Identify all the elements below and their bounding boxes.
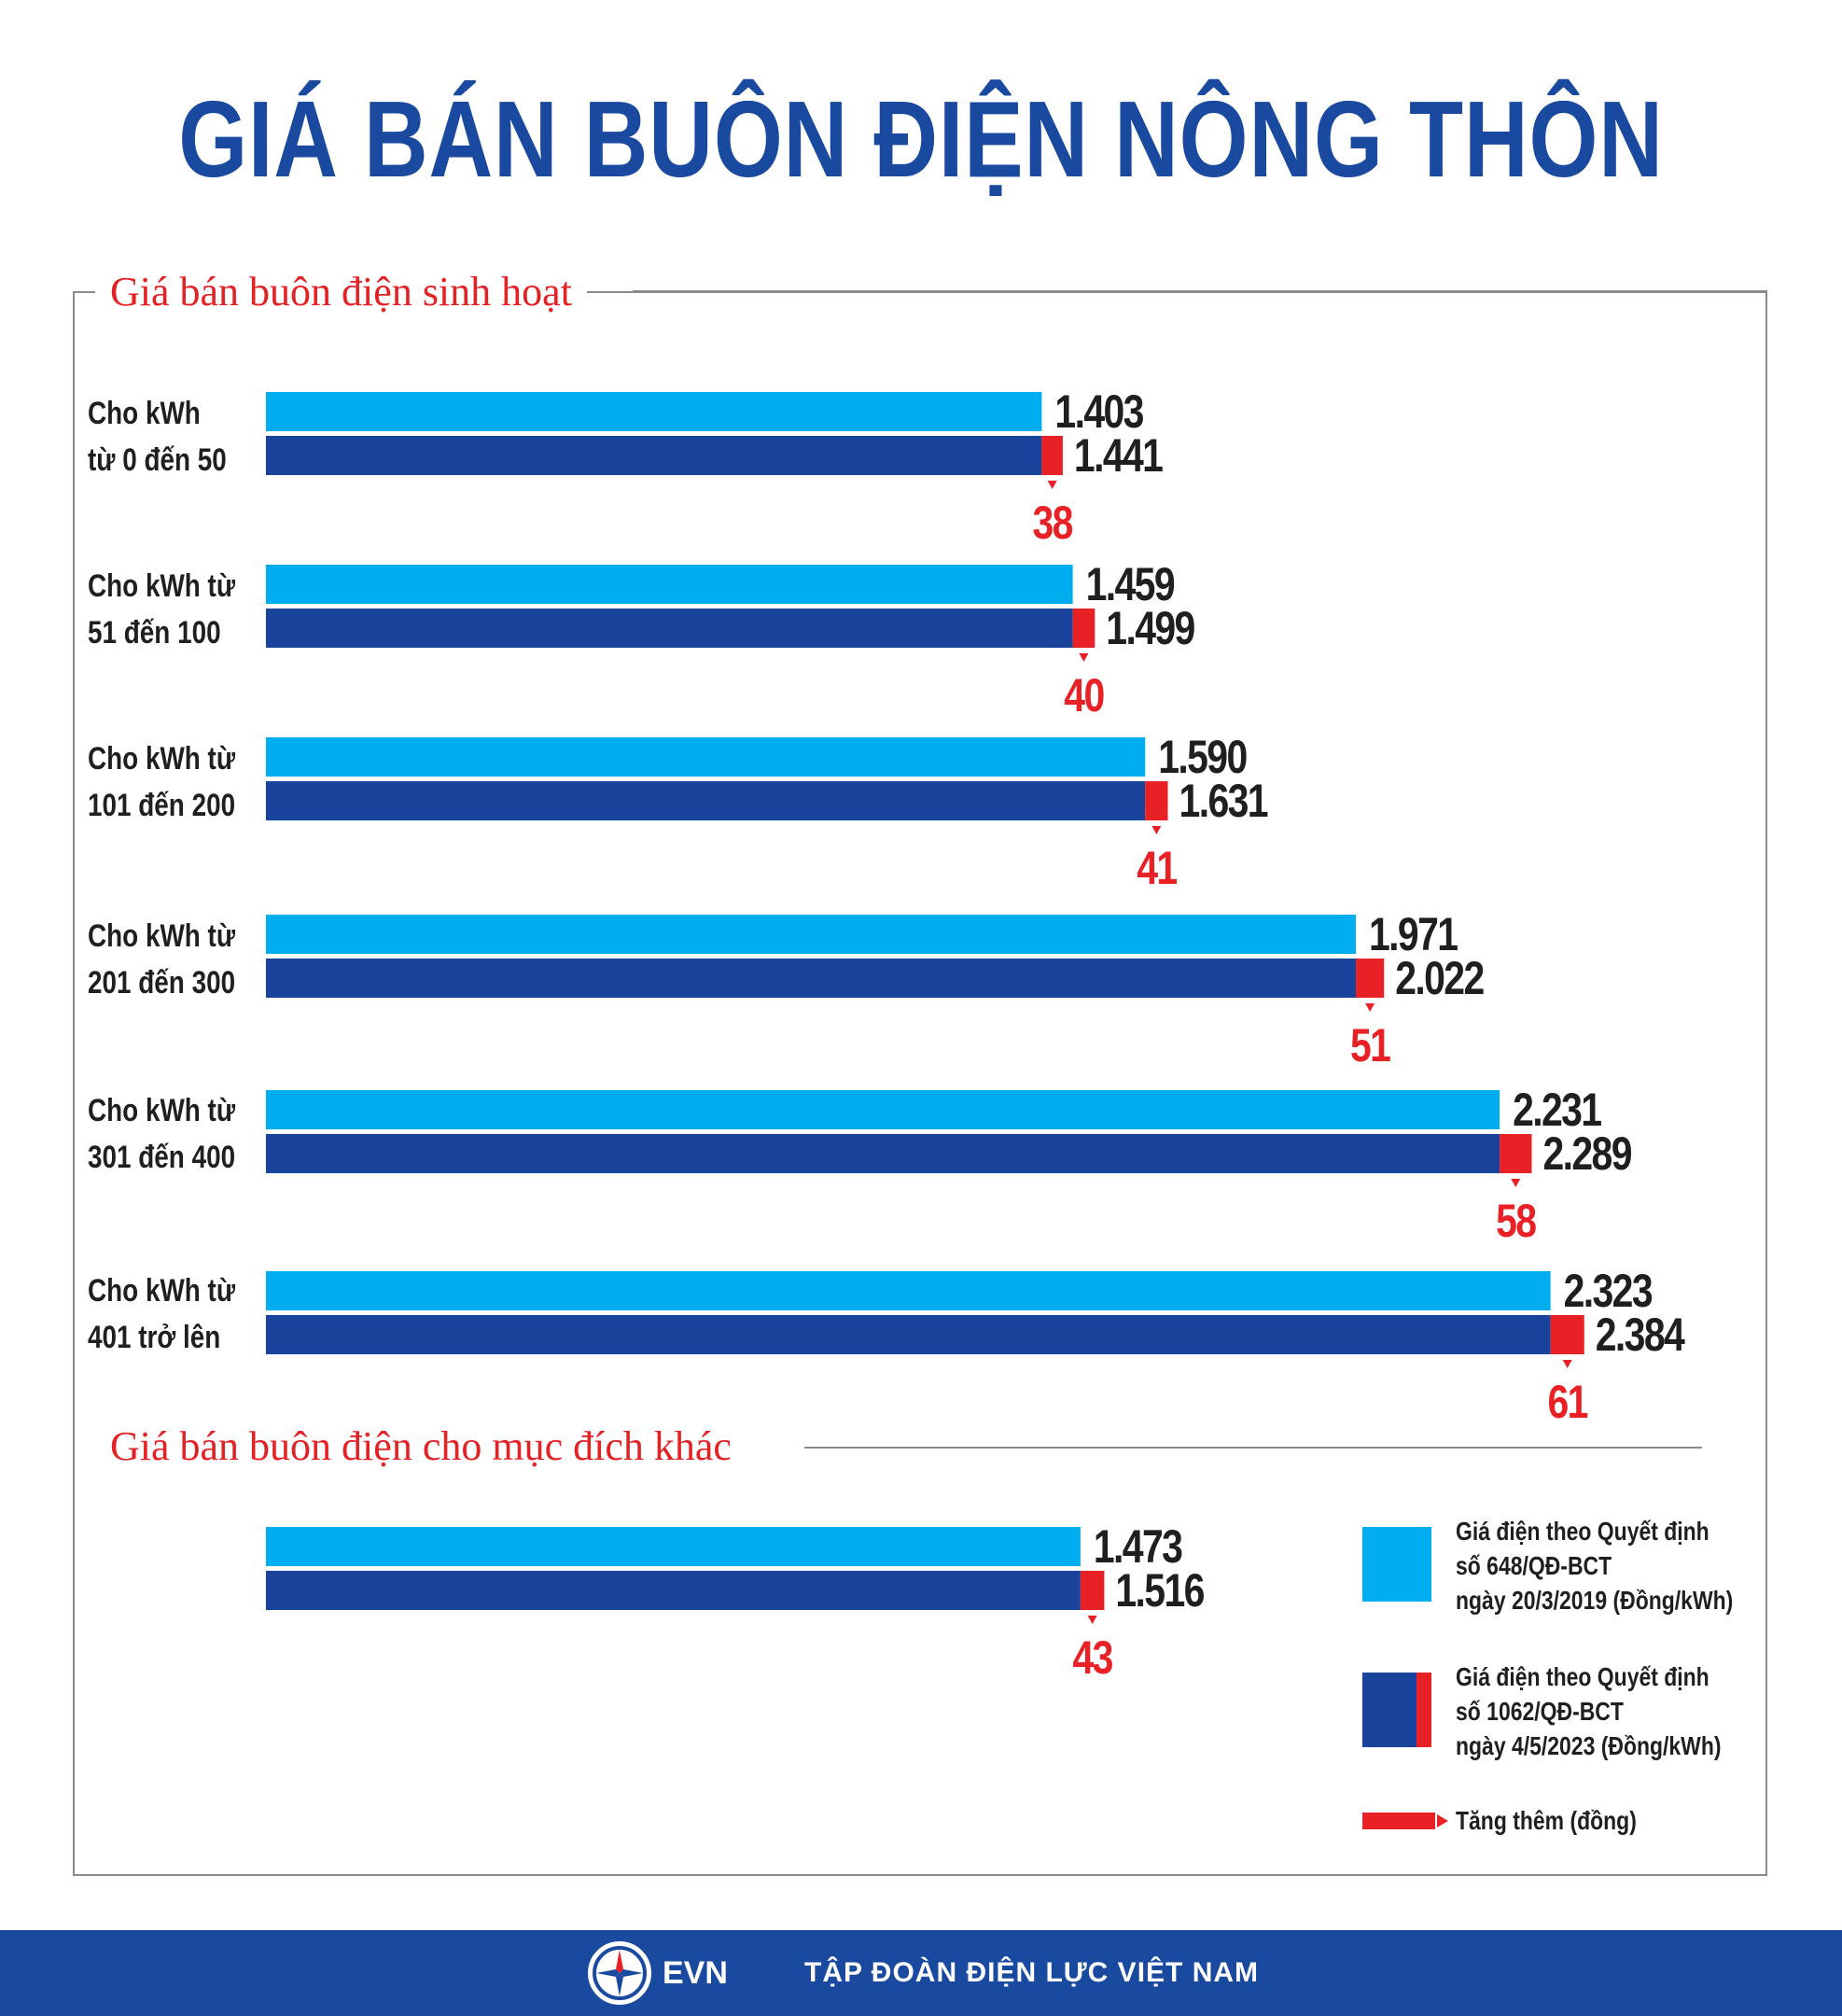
value-label-new: 1.631 — [1179, 775, 1267, 827]
value-label-old: 1.459 — [1085, 558, 1174, 610]
legend-increase-label: Tăng thêm (đồng) — [1456, 1806, 1637, 1835]
footer-bar — [0, 1930, 1842, 2016]
legend-swatch-increase — [1362, 1813, 1435, 1829]
bar-old — [266, 737, 1145, 777]
legend-swatch-new-increase — [1416, 1673, 1431, 1747]
legend-old-label: Giá điện theo Quyết định số 648/QĐ-BCT ngày 20/3/2019 (Đồng/kWh) — [1456, 1517, 1734, 1615]
value-label-new: 2.289 — [1542, 1127, 1631, 1180]
increase-arrow — [1563, 1360, 1572, 1368]
value-label-old: 1.971 — [1369, 908, 1458, 960]
legend-swatch-new — [1362, 1673, 1416, 1747]
bar-old — [266, 1090, 1500, 1129]
value-label-increase: 40 — [1064, 669, 1104, 721]
value-label-old: 1.403 — [1054, 385, 1143, 438]
bar-new — [266, 1134, 1500, 1173]
value-label-old: 2.231 — [1513, 1084, 1601, 1136]
value-label-new: 1.499 — [1106, 602, 1194, 654]
value-label-new: 1.516 — [1115, 1564, 1204, 1617]
increase-arrow — [1079, 653, 1088, 662]
category-label: Cho kWh từ 201 đến 300 — [88, 918, 236, 1001]
value-label-increase: 51 — [1349, 1019, 1390, 1071]
increase-arrow — [1151, 826, 1161, 834]
bar-old — [266, 392, 1041, 431]
bar-old — [266, 1527, 1081, 1566]
legend-arrow-icon — [1437, 1814, 1448, 1827]
increase-arrow — [1048, 481, 1057, 489]
bar-new — [266, 1571, 1081, 1610]
increase-arrow — [1088, 1616, 1097, 1624]
bar-increase — [1551, 1315, 1584, 1354]
bar-increase — [1081, 1571, 1104, 1610]
increase-arrow — [1511, 1179, 1520, 1187]
bar-new — [266, 609, 1073, 648]
increase-arrow — [1365, 1003, 1375, 1012]
value-label-increase: 41 — [1137, 842, 1177, 894]
bar-new — [266, 436, 1041, 475]
bar-increase — [1356, 959, 1384, 998]
value-label-old: 2.323 — [1563, 1265, 1653, 1317]
value-label-increase: 38 — [1032, 497, 1072, 549]
value-label-new: 1.441 — [1073, 429, 1163, 482]
evn-logo-icon — [588, 1941, 651, 2005]
section-title-residential: Giá bán buôn điện sinh hoạt — [95, 259, 587, 325]
category-label: Cho kWh từ 301 đến 400 — [88, 1093, 236, 1175]
bar-increase — [1145, 781, 1167, 820]
bar-increase — [1073, 609, 1095, 648]
legend-new-label: Giá điện theo Quyết định số 1062/QĐ-BCT ngày 4/5/2023 (Đồng/kWh) — [1456, 1662, 1722, 1760]
bar-old — [266, 915, 1356, 954]
category-label: Cho kWh từ 101 đến 200 — [88, 741, 236, 823]
value-label-old: 1.473 — [1093, 1520, 1182, 1573]
value-label-new: 2.022 — [1395, 952, 1484, 1004]
brand-name: EVN — [663, 1955, 728, 1991]
bar-old — [266, 1271, 1551, 1310]
category-label: Cho kWh từ 0 đến 50 — [88, 396, 227, 478]
bar-new — [266, 1315, 1551, 1354]
bar-new — [266, 959, 1356, 998]
legend-swatch-old — [1362, 1527, 1431, 1602]
value-label-old: 1.590 — [1158, 731, 1247, 783]
bar-new — [266, 781, 1145, 820]
section-title-other: Giá bán buôn điện cho mục đích khác — [95, 1414, 747, 1479]
bar-increase — [1500, 1134, 1531, 1173]
value-label-new: 2.384 — [1595, 1309, 1684, 1361]
value-label-increase: 58 — [1496, 1195, 1536, 1247]
category-label: Cho kWh từ 51 đến 100 — [88, 568, 236, 651]
bar-old — [266, 565, 1073, 604]
page-title: GIÁ BÁN BUÔN ĐIỆN NÔNG THÔN — [178, 78, 1664, 200]
value-label-increase: 61 — [1547, 1376, 1587, 1428]
organization-name: TẬP ĐOÀN ĐIỆN LỰC VIỆT NAM — [804, 1957, 1260, 1988]
category-label: Cho kWh từ 401 trở lên — [88, 1273, 236, 1355]
value-label-increase: 43 — [1072, 1631, 1112, 1684]
bar-increase — [1041, 436, 1063, 475]
